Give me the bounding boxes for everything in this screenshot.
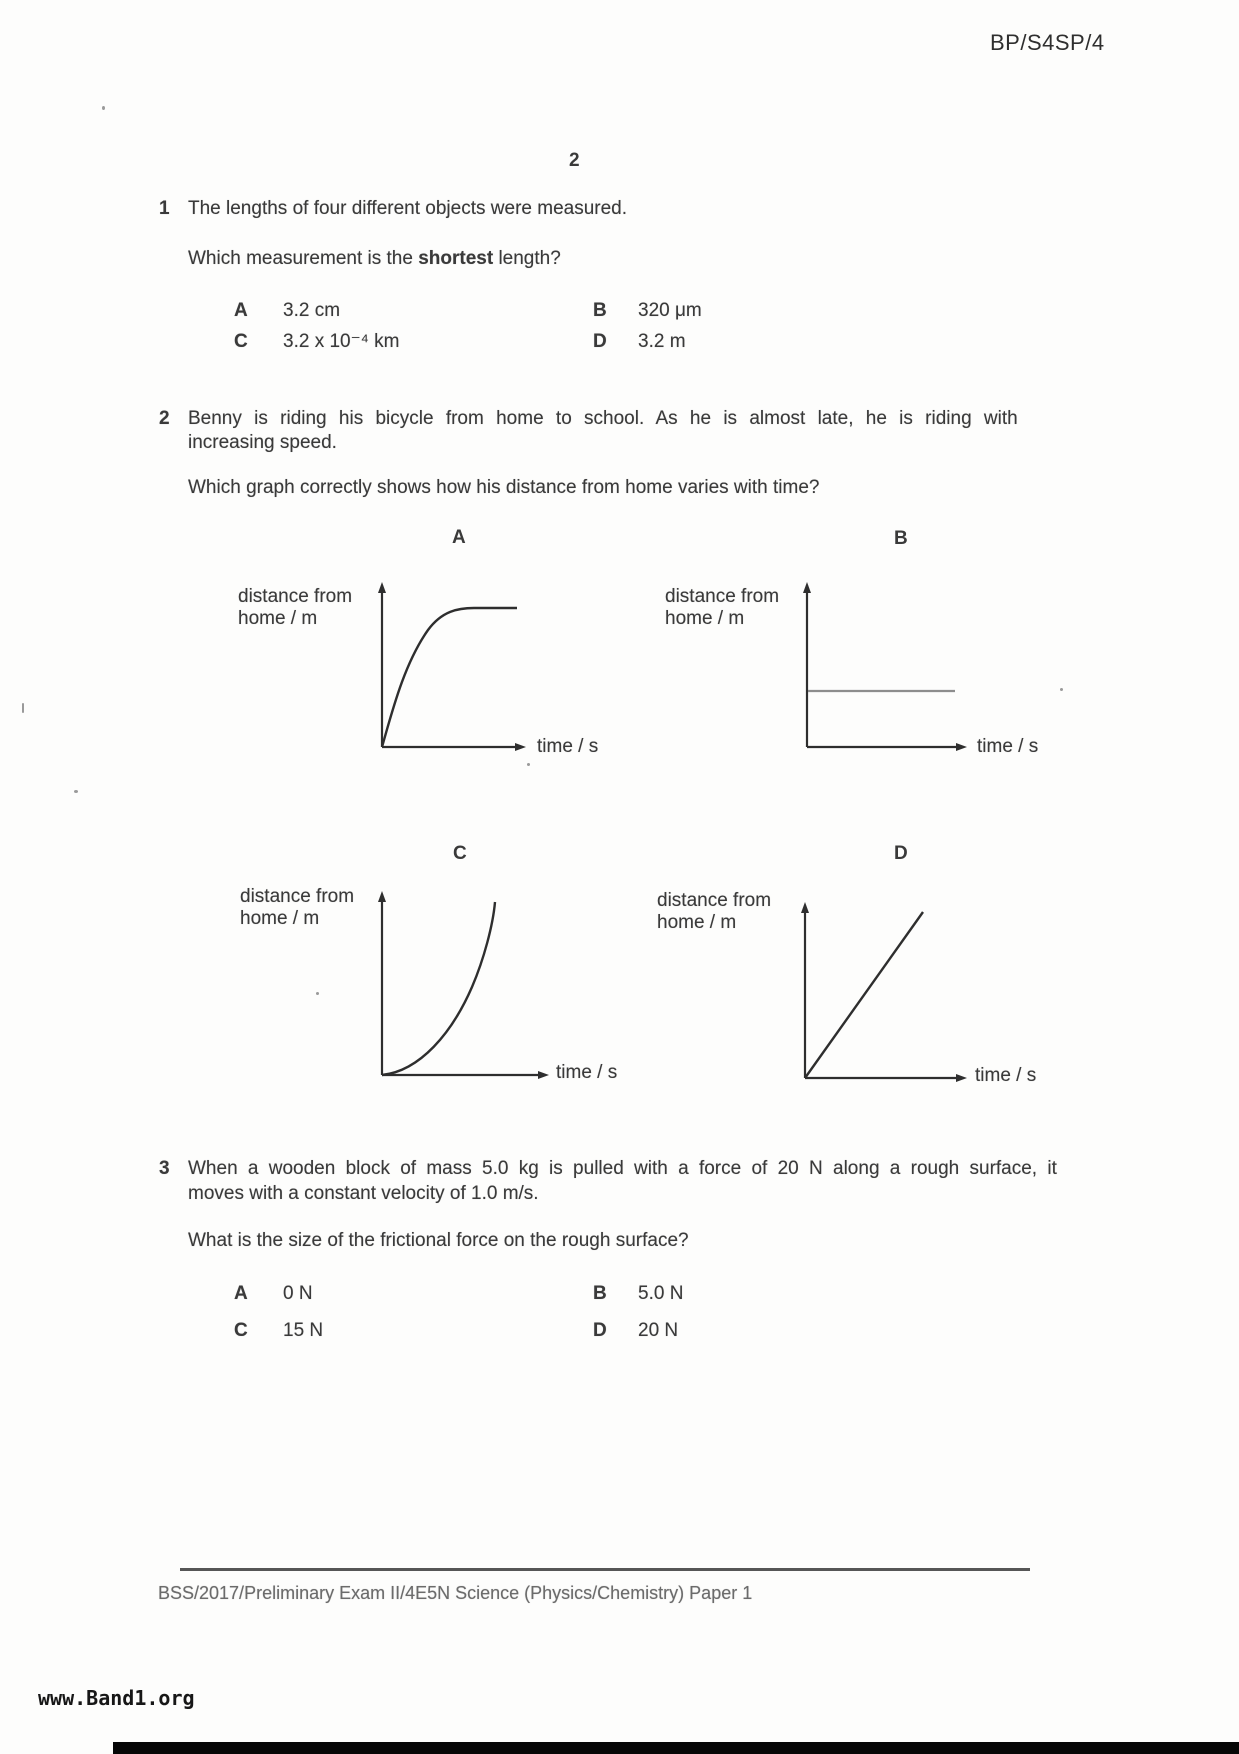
question-2-line2: increasing speed.: [188, 432, 337, 453]
graph-b-label: B: [894, 528, 908, 549]
graph-d-ylabel: distance from home / m: [657, 890, 772, 933]
scan-artifact: [527, 763, 530, 766]
graph-d-plot: [791, 895, 1043, 1090]
scan-artifact: [102, 106, 105, 110]
question-2-number: 2: [159, 408, 170, 429]
q1-option-d-letter: D: [593, 331, 607, 352]
scan-artifact: [316, 992, 319, 995]
footer-text: BSS/2017/Preliminary Exam II/4E5N Science (Physics/Chemistry) Paper 1: [158, 1583, 753, 1603]
graph-b-ylabel: distance from home / m: [665, 586, 780, 629]
graph-c-ylabel: distance from home / m: [240, 886, 355, 929]
q1-option-c-text: 3.2 x 10⁻⁴ km: [283, 331, 400, 352]
q1-option-a-letter: A: [234, 300, 248, 321]
question-3-line1: When a wooden block of mass 5.0 kg is pulled with a force of 20 N along a rough surface, it: [188, 1158, 1057, 1179]
q1-option-a-text: 3.2 cm: [283, 300, 341, 321]
q3-option-b-letter: B: [593, 1283, 607, 1304]
question-1-prompt: Which measurement is the shortest length?: [188, 248, 561, 269]
graph-b-xlabel: time / s: [977, 736, 1039, 757]
page-number: 2: [569, 150, 580, 171]
watermark: www.Band1.org: [38, 1686, 195, 1710]
graph-a-plot: [368, 580, 608, 760]
graph-d-label: D: [894, 843, 908, 864]
graph-c-label: C: [453, 843, 467, 864]
scan-artifact: [74, 790, 78, 793]
scan-edge-bar: [113, 1742, 1239, 1754]
scan-artifact: [1060, 688, 1063, 691]
graph-a-label: A: [452, 527, 466, 548]
question-3-line2: moves with a constant velocity of 1.0 m/s.: [188, 1183, 539, 1204]
graph-c-plot: [368, 885, 608, 1085]
footer-rule: [180, 1568, 1030, 1571]
q1-option-b-letter: B: [593, 300, 607, 321]
graph-a-ylabel: distance from home / m: [238, 586, 353, 629]
q3-option-c-text: 15 N: [283, 1320, 324, 1341]
graph-c-xlabel: time / s: [556, 1062, 618, 1083]
question-2-prompt: Which graph correctly shows how his distance from home varies with time?: [188, 477, 820, 498]
q1-option-d-text: 3.2 m: [638, 331, 686, 352]
graph-a-xlabel: time / s: [537, 736, 599, 757]
graph-b-plot: [793, 580, 1043, 760]
q3-option-a-letter: A: [234, 1283, 248, 1304]
question-2-line1: Benny is riding his bicycle from home to school. As he is almost late, he is riding with: [188, 408, 1018, 429]
q1-option-c-letter: C: [234, 331, 248, 352]
q3-option-a-text: 0 N: [283, 1283, 313, 1304]
q1-option-b-text: 320 μm: [638, 300, 702, 321]
q3-option-d-text: 20 N: [638, 1320, 679, 1341]
paper-code: BP/S4SP/4: [990, 30, 1105, 55]
question-1-number: 1: [159, 198, 170, 219]
question-3-prompt: What is the size of the frictional force on the rough surface?: [188, 1230, 689, 1251]
q3-option-b-text: 5.0 N: [638, 1283, 684, 1304]
question-1-stem: The lengths of four different objects were measured.: [188, 198, 628, 219]
question-3-number: 3: [159, 1158, 170, 1179]
graph-d-xlabel: time / s: [975, 1065, 1037, 1086]
scan-artifact: [22, 703, 24, 713]
q3-option-d-letter: D: [593, 1320, 607, 1341]
q3-option-c-letter: C: [234, 1320, 248, 1341]
